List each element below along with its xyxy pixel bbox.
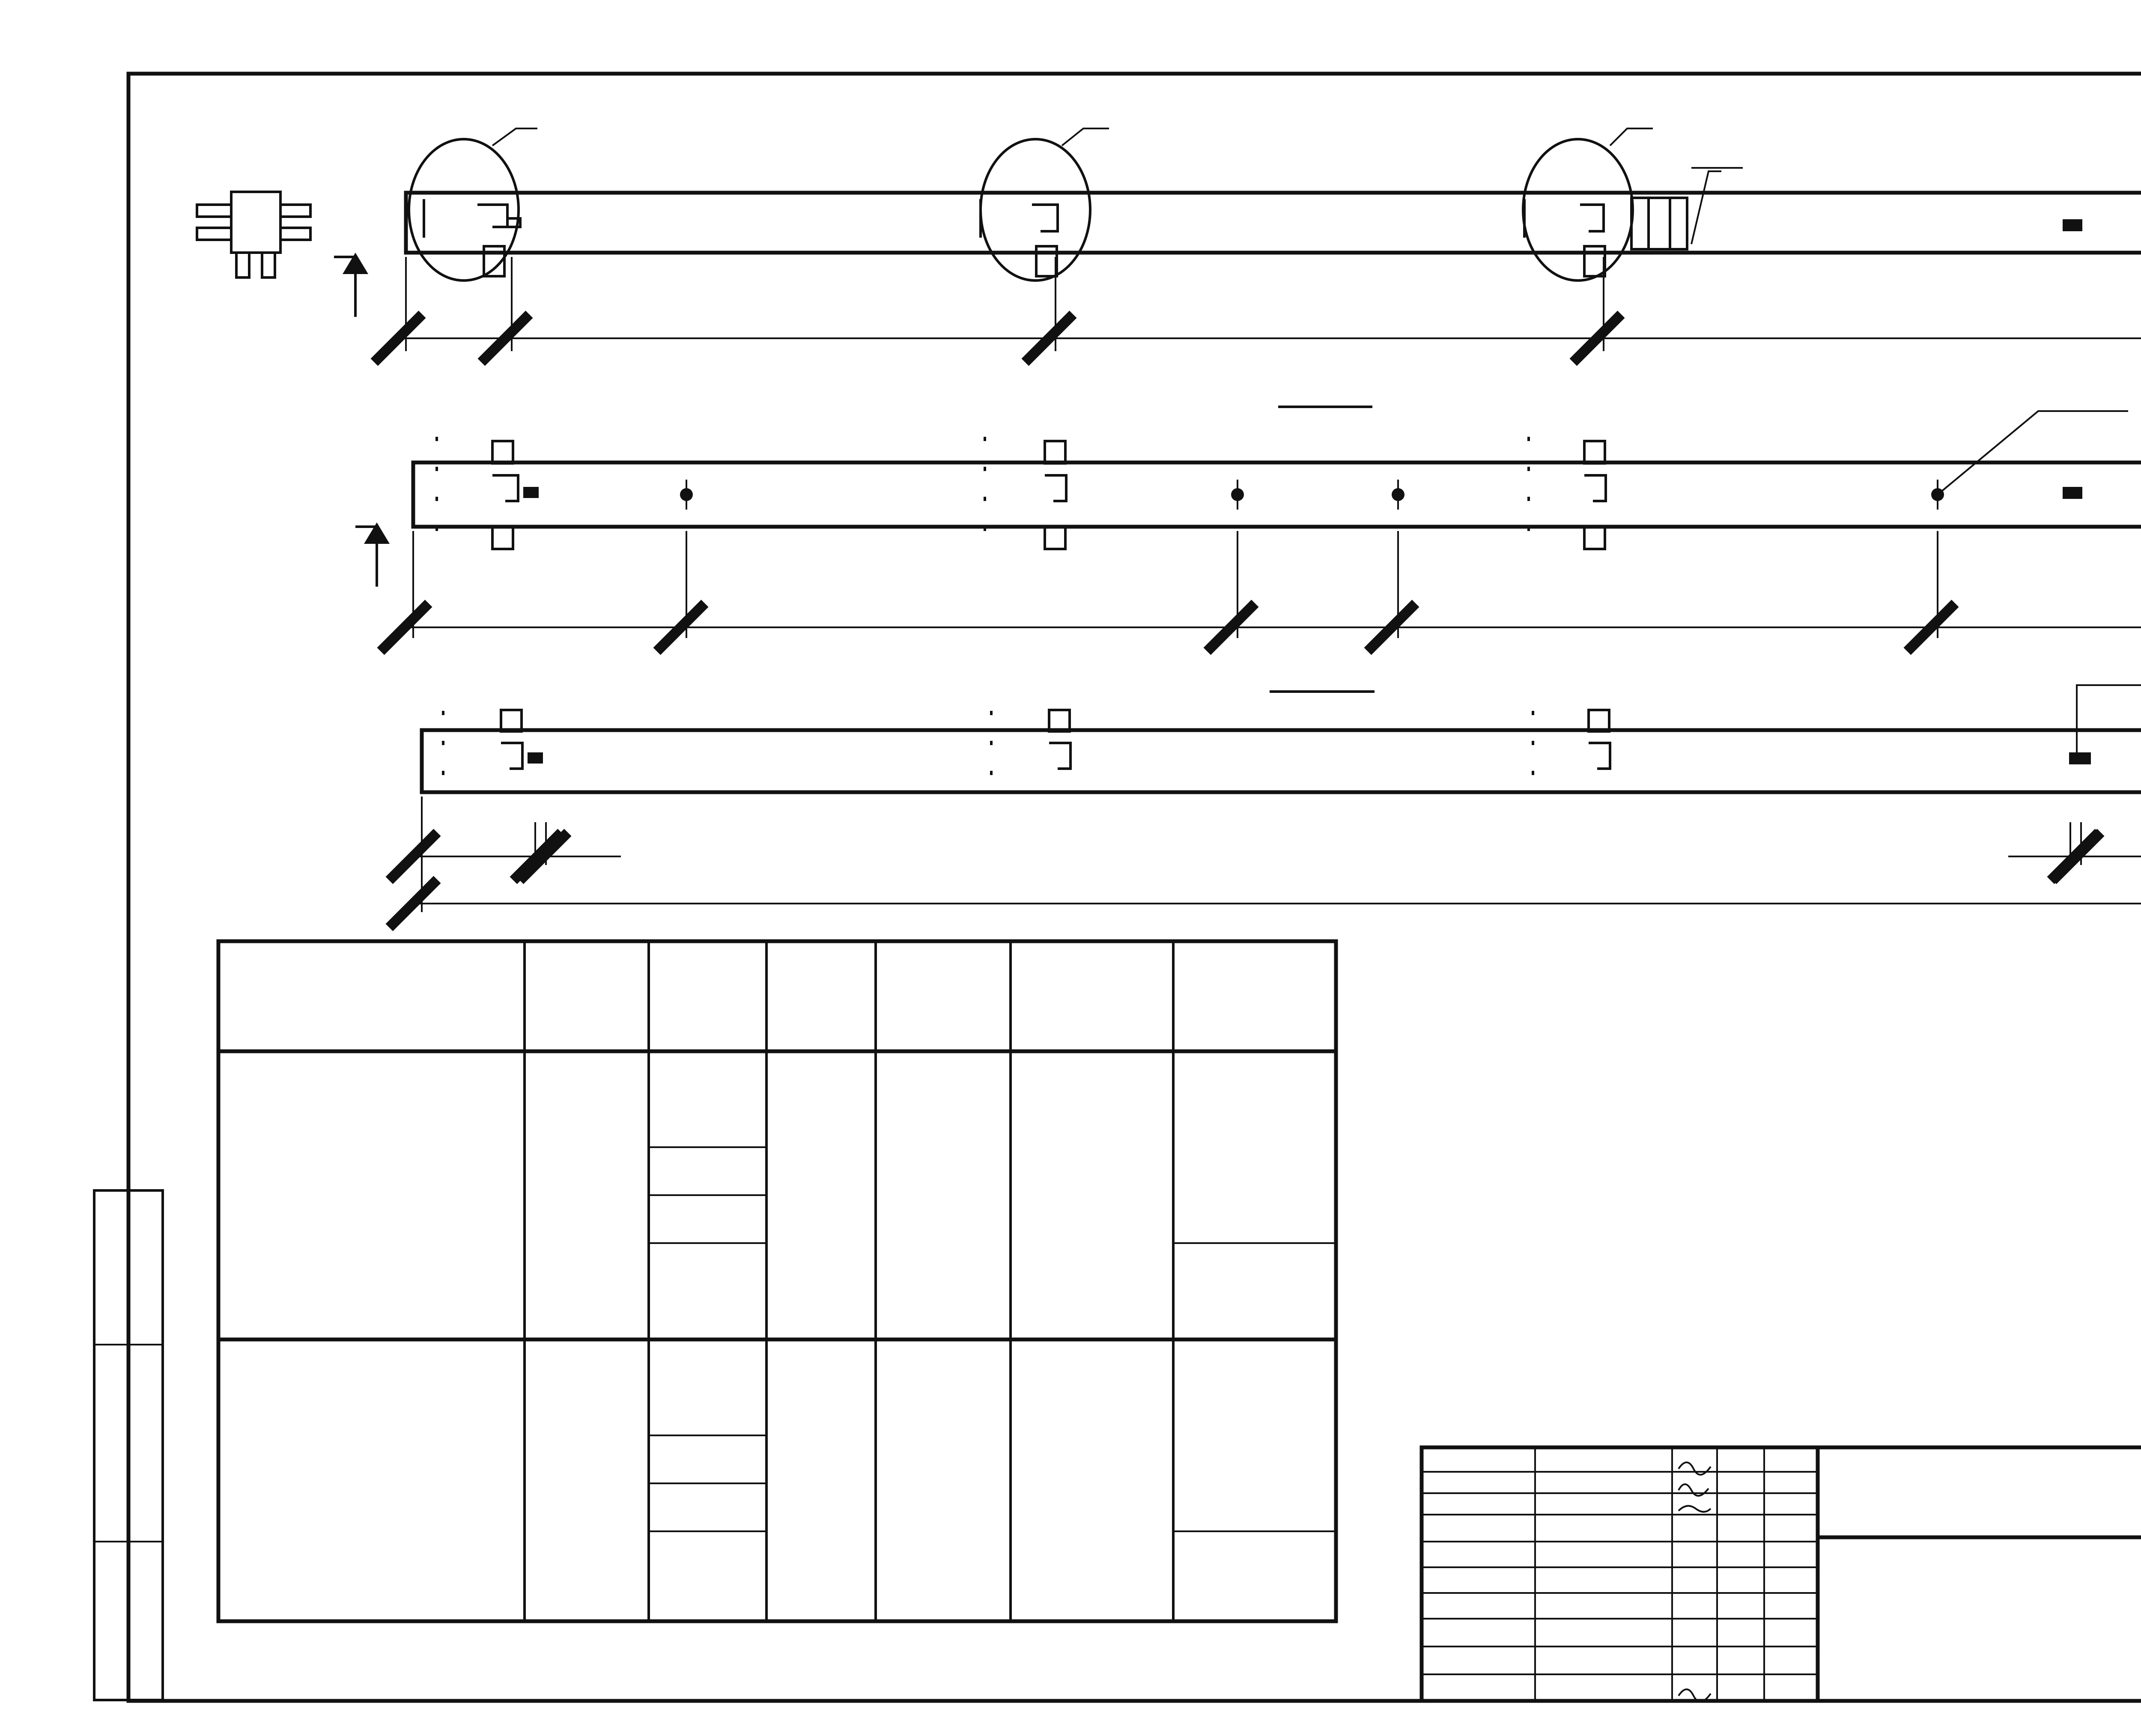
beam-elevation (406, 193, 2141, 253)
column-section-symbol (197, 192, 310, 277)
beam-section-2-2 (422, 730, 2141, 792)
left-stamp-strip (94, 1190, 163, 1700)
sheet-frame (128, 74, 2141, 1701)
view-section-1-1 (355, 411, 2141, 638)
callout-oval-1 (409, 139, 519, 280)
tb-signatures (1679, 1462, 1711, 1702)
callout-oval-3 (1523, 139, 1633, 280)
view-elevation (197, 128, 2141, 351)
title-block (1422, 1447, 2141, 1702)
view-section-2-2 (413, 685, 2141, 912)
beam-section-1-1 (413, 462, 2141, 527)
